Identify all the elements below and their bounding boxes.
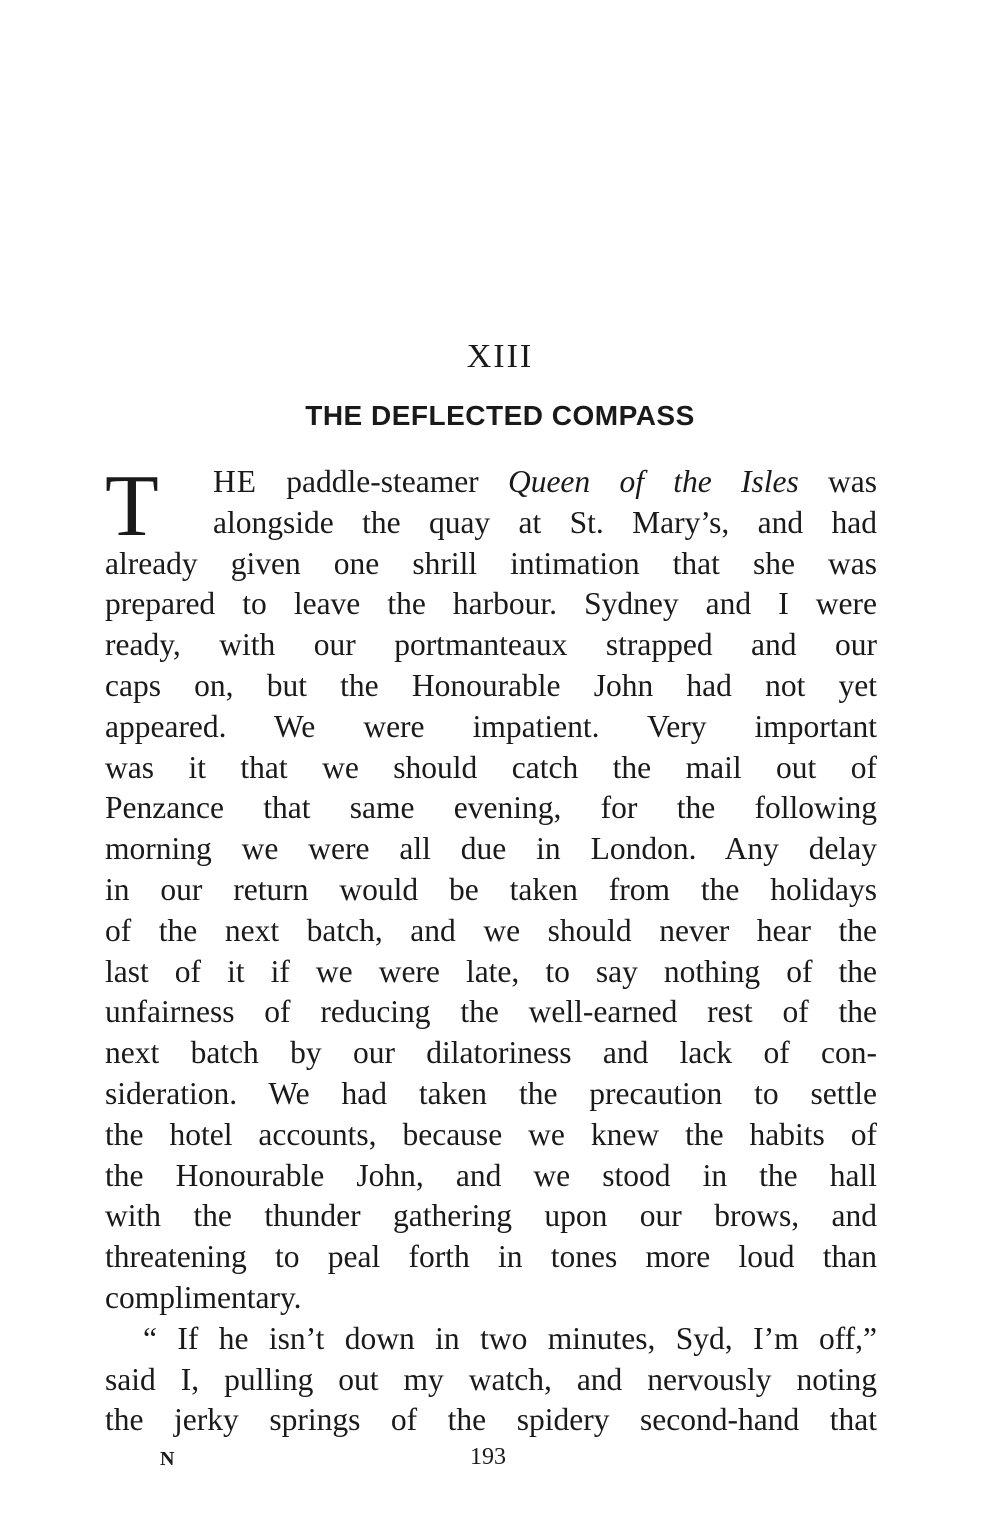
- text-line: with the thunder gathering upon our brows, and: [105, 1198, 877, 1234]
- signature-mark: N: [160, 1448, 175, 1470]
- chapter-title: THE DEFLECTED COMPASS: [305, 400, 695, 431]
- text-line: next batch by our dilatoriness and lack of con-: [105, 1035, 877, 1071]
- text-line: caps on, but the Honourable John had not yet: [105, 667, 877, 703]
- text-line: threatening to peal forth in tones more loud than: [105, 1239, 877, 1275]
- text-line: the jerky springs of the spidery second-hand that: [105, 1402, 877, 1438]
- chapter-number: XIII: [466, 338, 534, 375]
- text-line: Penzance that same evening, for the following: [105, 790, 877, 826]
- page-number: 193: [470, 1444, 506, 1470]
- text-line: sideration. We had taken the precaution to settle: [105, 1075, 877, 1111]
- drop-cap: T: [105, 458, 159, 555]
- text-line: last of it if we were late, to say nothing of the: [105, 953, 877, 989]
- text-line: already given one shrill intimation that she was: [105, 545, 877, 581]
- text-line: “ If he isn’t down in two minutes, Syd, I’m off,”: [143, 1320, 877, 1356]
- text-line: the hotel accounts, because we knew the habits of: [105, 1116, 877, 1152]
- text-line: appeared. We were impatient. Very important: [105, 708, 877, 744]
- text-line: morning we were all due in London. Any delay: [105, 831, 877, 867]
- text-line: prepared to leave the harbour. Sydney and I were: [105, 586, 877, 622]
- text-line: unfairness of reducing the well-earned rest of the: [105, 994, 877, 1030]
- text-line: was it that we should catch the mail out of: [105, 749, 877, 785]
- text-line: ready, with our portmanteaux strapped and our: [105, 627, 877, 663]
- ship-name: Queen of the Isles: [507, 464, 799, 499]
- line1-before-italic: paddle-steamer: [257, 464, 508, 499]
- text-line: of the next batch, and we should never hear the: [105, 912, 877, 948]
- text-line: complimentary.: [105, 1279, 302, 1315]
- text-line: the Honourable John, and we stood in the hall: [105, 1157, 877, 1193]
- line1-after-italic: was: [798, 464, 877, 499]
- text-line: in our return would be taken from the holidays: [105, 871, 877, 907]
- first-word-rest: HE: [213, 464, 257, 499]
- text-line: [105, 462, 877, 503]
- body-text: [105, 458, 877, 1441]
- text-line: said I, pulling out my watch, and nervously noting: [105, 1361, 877, 1397]
- text-line: alongside the quay at St. Mary’s, and had: [213, 504, 877, 540]
